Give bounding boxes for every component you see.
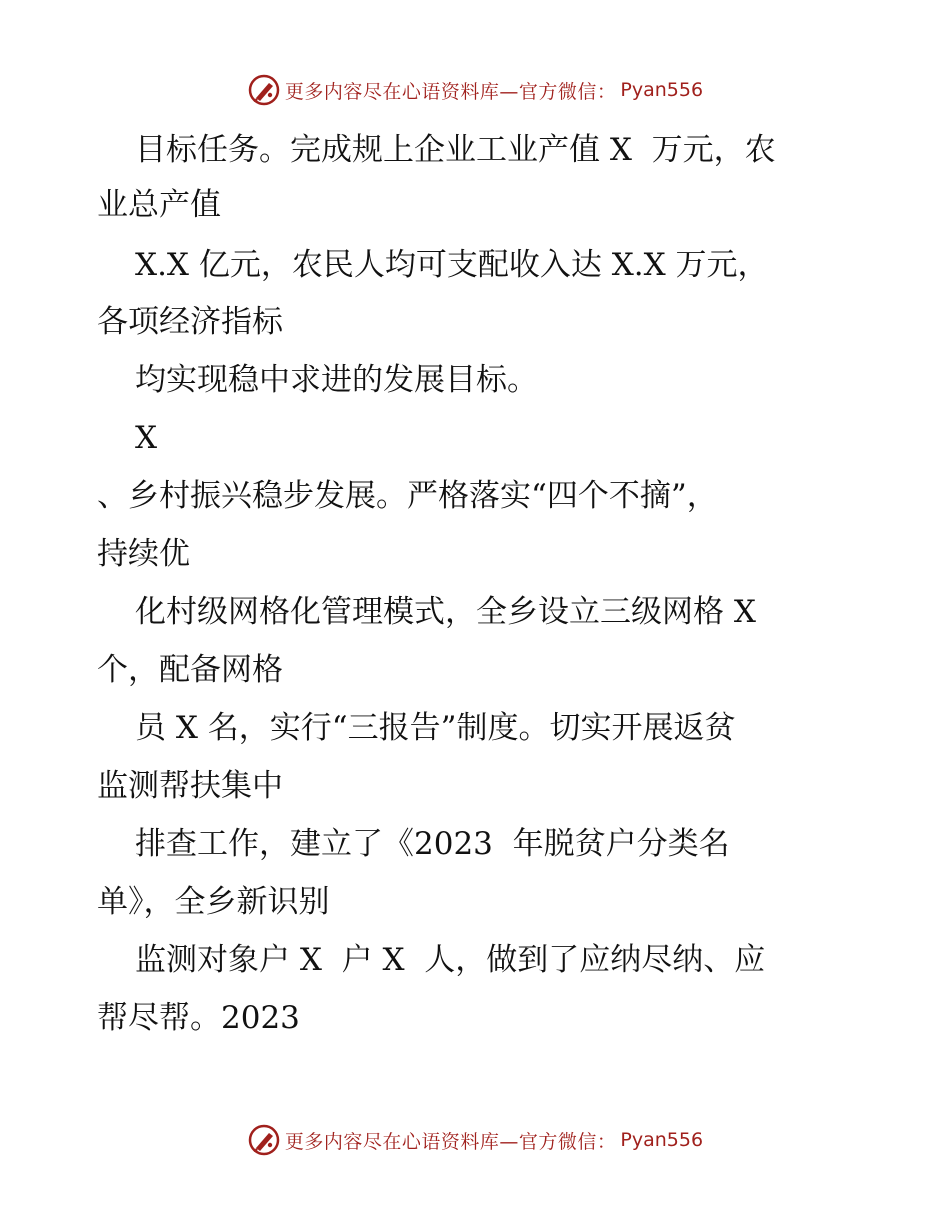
pen-logo-icon bbox=[247, 1123, 281, 1157]
text-line: 排查工作，建立了《2023 年脱贫户分类名 bbox=[135, 826, 730, 862]
header-banner-contact: Pyan556 bbox=[620, 79, 704, 101]
text-line: 监测对象户 X 户 X 人，做到了应纳尽纳、应 bbox=[135, 942, 766, 978]
header-banner-text: 更多内容尽在心语资料库—官方微信： bbox=[284, 80, 617, 103]
footer-banner-contact: Pyan556 bbox=[620, 1129, 704, 1151]
text-line: 目标任务。完成规上企业工业产值 X 万元，农 bbox=[135, 132, 776, 168]
text-line: 持续优 bbox=[97, 536, 190, 572]
text-line: 个，配备网格 bbox=[97, 652, 283, 688]
text-line: 员 X 名，实行“三报告”制度。切实开展返贫 bbox=[135, 710, 736, 746]
footer-banner bbox=[0, 1120, 950, 1160]
text-line: 监测帮扶集中 bbox=[97, 768, 283, 804]
text-line: 单》，全乡新识别 bbox=[97, 884, 330, 920]
text-line: 业总产值 bbox=[97, 187, 221, 223]
text-line: 各项经济指标 bbox=[97, 304, 283, 340]
footer-banner-text: 更多内容尽在心语资料库—官方微信： bbox=[284, 1130, 617, 1153]
text-line: 化村级网格化管理模式，全乡设立三级网格 X bbox=[135, 594, 756, 630]
text-line: 、乡村振兴稳步发展。严格落实“四个不摘”， bbox=[97, 478, 718, 514]
text-line: X bbox=[135, 420, 158, 456]
pen-logo-icon bbox=[247, 73, 281, 107]
text-line: 帮尽帮。2023 bbox=[97, 1000, 300, 1036]
header-banner bbox=[0, 70, 950, 110]
text-line: 均实现稳中求进的发展目标。 bbox=[135, 362, 538, 398]
text-line: X.X 亿元，农民人均可支配收入达 X.X 万元， bbox=[135, 247, 769, 283]
